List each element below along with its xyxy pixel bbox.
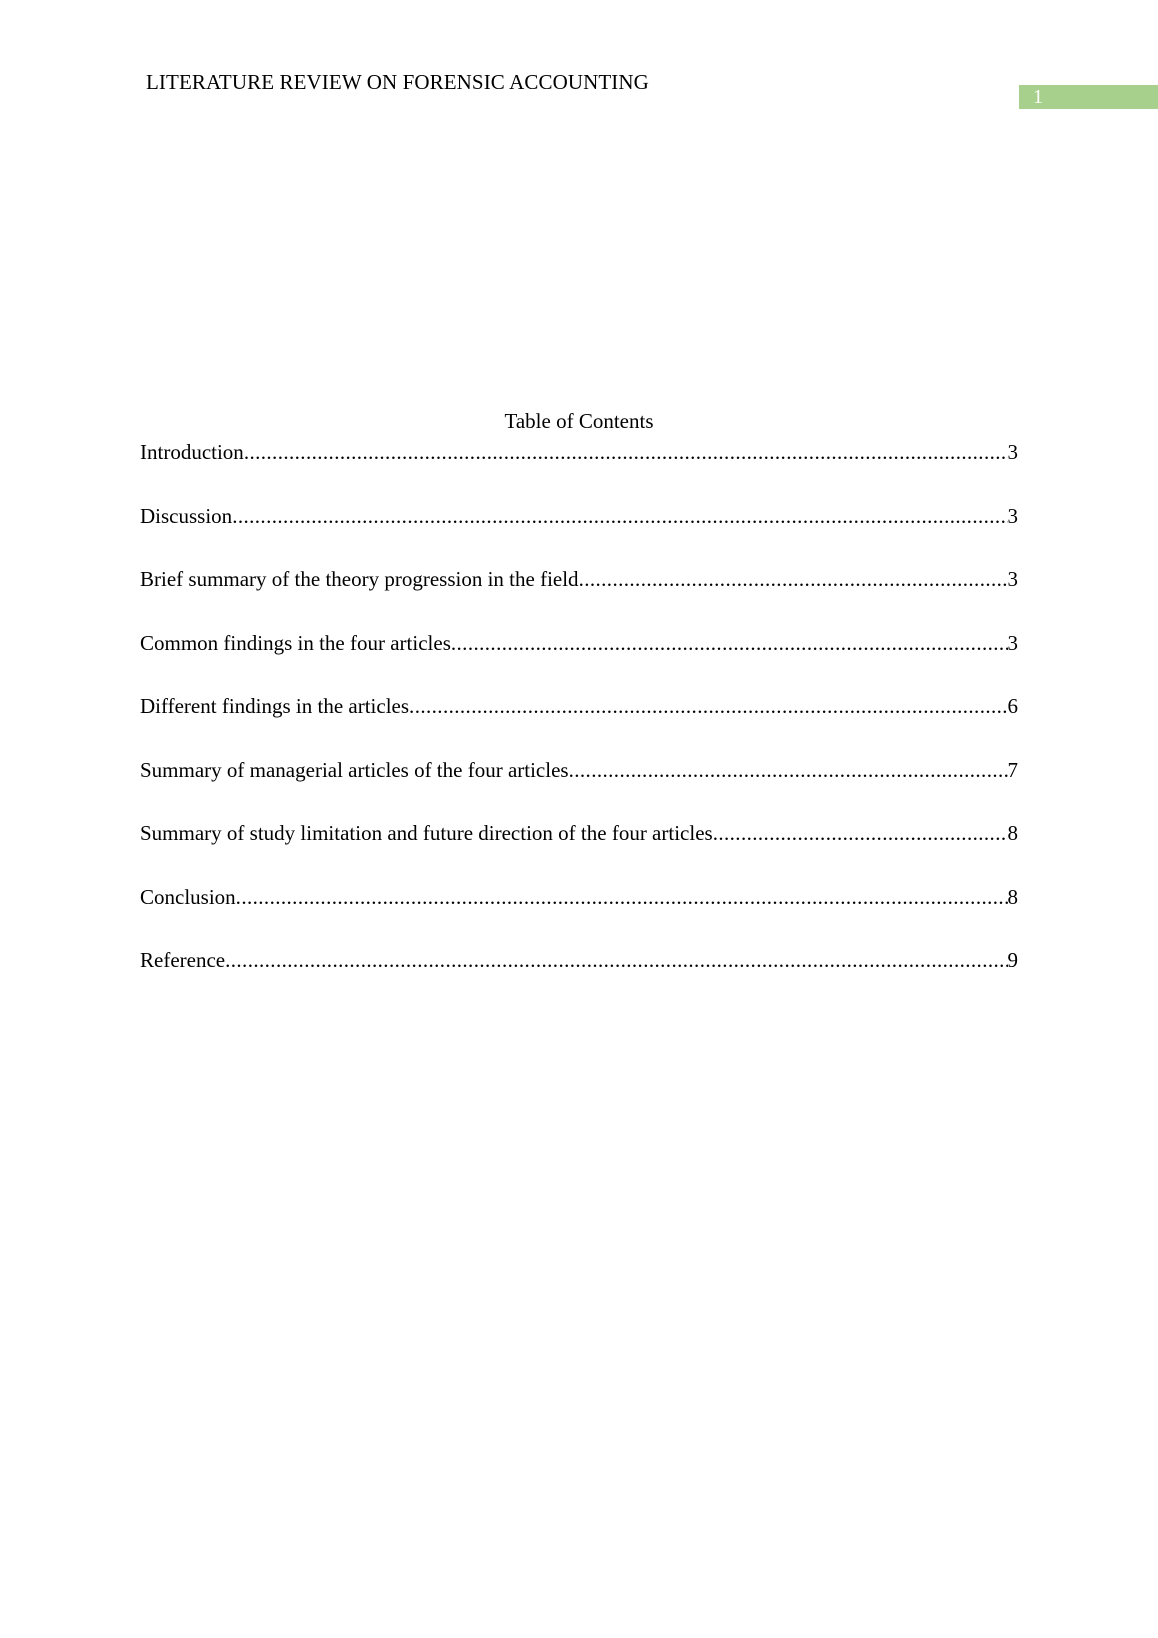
toc-entry-common-findings[interactable] [140, 630, 1018, 694]
toc-dot-leader [244, 439, 1008, 465]
toc-list [140, 439, 1018, 1011]
running-head-title: LITERATURE REVIEW ON FORENSIC ACCOUNTING [146, 70, 649, 94]
toc-entry-page: 6 [1007, 694, 1018, 718]
toc-entry-page: 3 [1007, 440, 1018, 464]
toc-dot-leader [236, 884, 1008, 910]
toc-entry-label: Reference [140, 948, 226, 972]
toc-entry-label: Common findings in the four articles [140, 630, 451, 655]
toc-dot-leader [409, 693, 1007, 719]
page-number-badge: 1 [1019, 85, 1158, 109]
toc-entry-page: 9 [1007, 948, 1018, 972]
toc-entry-limitations-summary[interactable] [140, 820, 1018, 884]
toc-entry-page: 3 [1007, 630, 1018, 655]
toc-entry-label: Conclusion [140, 884, 236, 909]
toc-dot-leader [569, 757, 1008, 783]
toc-dot-leader [232, 503, 1007, 529]
toc-entry-introduction[interactable] [140, 439, 1018, 503]
toc-entry-conclusion[interactable] [140, 884, 1018, 948]
toc-entry-page: 8 [1007, 884, 1018, 909]
toc-entry-discussion[interactable] [140, 503, 1018, 567]
toc-dot-leader [225, 947, 1007, 973]
toc-entry-theory-progression[interactable] [140, 566, 1018, 630]
toc-dot-leader [451, 630, 1008, 656]
toc-dot-leader [713, 820, 1008, 846]
toc-dot-leader [579, 566, 1008, 592]
toc-entry-label: Different findings in the articles [140, 694, 410, 718]
toc-entry-label: Summary of managerial articles of the four articles [140, 757, 569, 782]
toc-entry-page: 3 [1007, 503, 1018, 528]
toc-entry-page: 7 [1007, 757, 1018, 782]
toc-entry-reference[interactable] [140, 947, 1018, 1011]
toc-entry-page: 8 [1007, 821, 1018, 845]
toc-entry-different-findings[interactable] [140, 693, 1018, 757]
toc-entry-managerial-summary[interactable] [140, 757, 1018, 821]
toc-entry-page: 3 [1007, 567, 1018, 591]
toc-entry-label: Discussion [140, 503, 233, 528]
toc-entry-label: Introduction [140, 440, 244, 464]
toc-title: Table of Contents [504, 409, 654, 433]
toc-entry-label: Brief summary of the theory progression in the field [140, 567, 579, 591]
toc-entry-label: Summary of study limitation and future direction of the four articles [140, 821, 713, 845]
